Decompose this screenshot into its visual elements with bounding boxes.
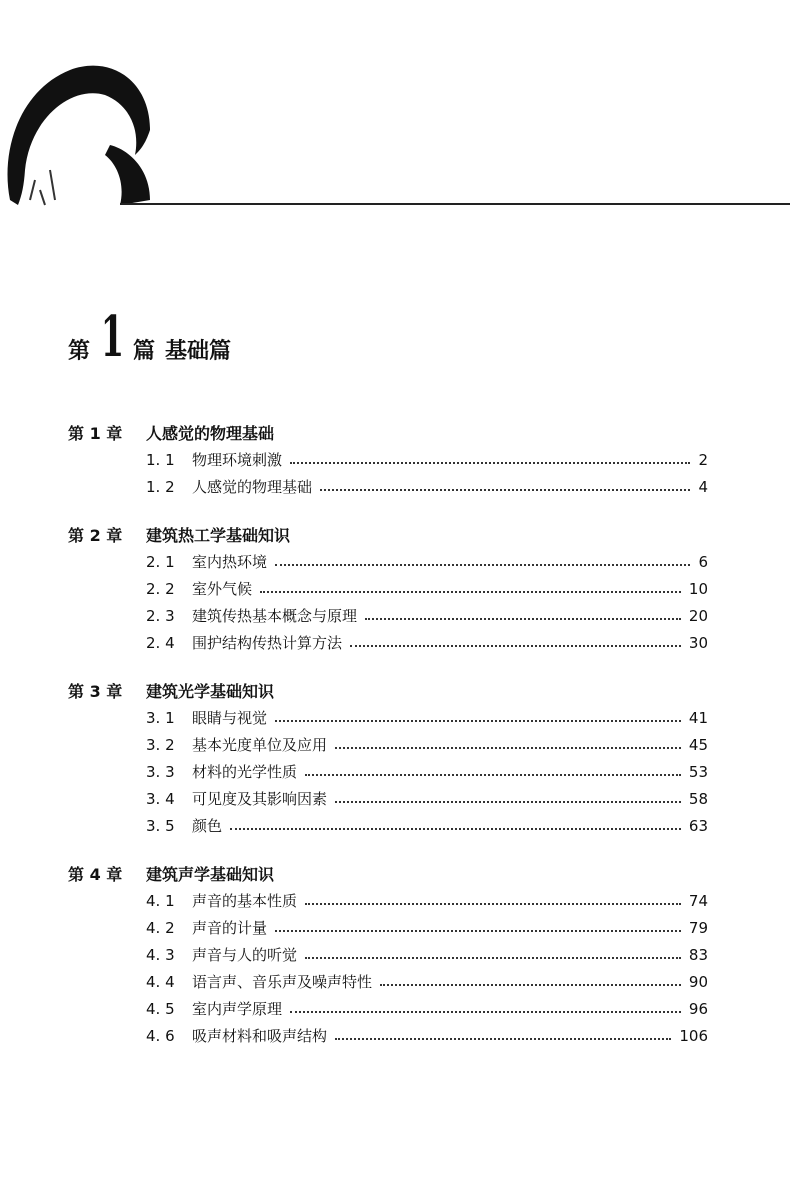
page-number: 74 — [688, 891, 708, 910]
chapter-title: 建筑声学基础知识 — [146, 864, 275, 884]
section-title: 语言声、音乐声及噪声特性 — [192, 973, 373, 991]
section-title: 人感觉的物理基础 — [192, 478, 313, 496]
page-number: 58 — [688, 789, 708, 808]
dot-leader — [335, 747, 681, 749]
section-title: 颜色 — [192, 817, 223, 835]
dot-leader — [305, 903, 681, 905]
toc-entry[interactable] — [68, 548, 708, 575]
section-title: 眼睛与视觉 — [192, 709, 268, 727]
chapter-heading[interactable] — [68, 418, 708, 446]
part-prefix: 第 — [68, 339, 91, 364]
part-suffix: 篇 — [132, 339, 155, 364]
toc-entry[interactable] — [68, 758, 708, 785]
section-number: 4. 2 — [146, 918, 175, 937]
chapter — [68, 418, 708, 500]
dot-leader — [305, 957, 681, 959]
toc-entry[interactable] — [68, 968, 708, 995]
section-number: 3. 5 — [146, 816, 175, 835]
page-number: 41 — [688, 708, 708, 727]
section-number: 2. 4 — [146, 633, 175, 652]
toc-entry[interactable] — [68, 575, 708, 602]
dot-leader — [365, 618, 681, 620]
toc-entry[interactable] — [68, 941, 708, 968]
section-number: 2. 1 — [146, 552, 175, 571]
toc-entry[interactable] — [68, 602, 708, 629]
toc-entry[interactable] — [68, 704, 708, 731]
dot-leader — [275, 720, 681, 722]
part-name: 基础篇 — [165, 339, 232, 364]
section-number: 3. 1 — [146, 708, 175, 727]
dot-leader — [305, 774, 681, 776]
chapter — [68, 676, 708, 839]
chapter-number: 第 1 章 — [68, 423, 123, 443]
page-number: 20 — [688, 606, 708, 625]
page-number: 63 — [688, 816, 708, 835]
toc-entry[interactable] — [68, 995, 708, 1022]
chapter-heading[interactable] — [68, 859, 708, 887]
toc-entry[interactable] — [68, 914, 708, 941]
section-title: 室内热环境 — [192, 553, 268, 571]
section-number: 1. 2 — [146, 477, 175, 496]
brush-stroke-ornament — [0, 50, 160, 210]
section-number: 1. 1 — [146, 450, 175, 469]
section-number: 3. 3 — [146, 762, 175, 781]
dot-leader — [260, 591, 681, 593]
chapter-title: 人感觉的物理基础 — [146, 423, 275, 443]
toc-entry[interactable] — [68, 785, 708, 812]
section-title: 围护结构传热计算方法 — [192, 634, 343, 652]
dot-leader — [350, 645, 681, 647]
section-title: 声音的计量 — [192, 919, 268, 937]
section-title: 可见度及其影响因素 — [192, 790, 328, 808]
chapter-title: 建筑热工学基础知识 — [146, 525, 291, 545]
section-number: 3. 2 — [146, 735, 175, 754]
header-rule — [120, 203, 790, 205]
section-number: 4. 6 — [146, 1026, 175, 1045]
section-title: 基本光度单位及应用 — [192, 736, 328, 754]
page-number: 79 — [688, 918, 708, 937]
section-number: 3. 4 — [146, 789, 175, 808]
table-of-contents — [68, 418, 708, 1069]
section-number: 4. 4 — [146, 972, 175, 991]
chapter — [68, 520, 708, 656]
part-title — [68, 304, 232, 370]
page-number: 90 — [688, 972, 708, 991]
toc-entry[interactable] — [68, 812, 708, 839]
section-number: 4. 1 — [146, 891, 175, 910]
toc-entry[interactable] — [68, 473, 708, 500]
section-title: 室内声学原理 — [192, 1000, 283, 1018]
page-number: 53 — [688, 762, 708, 781]
part-number: 1 — [100, 304, 125, 370]
toc-entry[interactable] — [68, 887, 708, 914]
page-number: 10 — [688, 579, 708, 598]
dot-leader — [290, 1011, 681, 1013]
section-number: 2. 3 — [146, 606, 175, 625]
toc-entry[interactable] — [68, 731, 708, 758]
toc-entry[interactable] — [68, 1022, 708, 1049]
page-number: 2 — [698, 450, 708, 469]
toc-entry[interactable] — [68, 446, 708, 473]
section-title: 物理环境刺激 — [192, 451, 283, 469]
page-number: 4 — [698, 477, 708, 496]
chapter — [68, 859, 708, 1049]
dot-leader — [275, 564, 690, 566]
toc-entry[interactable] — [68, 629, 708, 656]
dot-leader — [380, 984, 681, 986]
page-number: 45 — [688, 735, 708, 754]
chapter-number: 第 3 章 — [68, 681, 123, 701]
section-title: 材料的光学性质 — [192, 763, 298, 781]
section-title: 声音与人的听觉 — [192, 946, 298, 964]
dot-leader — [275, 930, 681, 932]
page-number: 106 — [679, 1026, 708, 1045]
chapter-heading[interactable] — [68, 676, 708, 704]
dot-leader — [335, 801, 681, 803]
page-number: 6 — [698, 552, 708, 571]
section-title: 室外气候 — [192, 580, 253, 598]
section-title: 建筑传热基本概念与原理 — [192, 607, 358, 625]
dot-leader — [320, 489, 690, 491]
dot-leader — [335, 1038, 671, 1040]
section-number: 4. 3 — [146, 945, 175, 964]
chapter-number: 第 2 章 — [68, 525, 123, 545]
page-number: 83 — [688, 945, 708, 964]
page-number: 30 — [688, 633, 708, 652]
section-number: 4. 5 — [146, 999, 175, 1018]
page-number: 96 — [688, 999, 708, 1018]
chapter-title: 建筑光学基础知识 — [146, 681, 275, 701]
dot-leader — [290, 462, 690, 464]
section-title: 吸声材料和吸声结构 — [192, 1027, 328, 1045]
chapter-number: 第 4 章 — [68, 864, 123, 884]
section-number: 2. 2 — [146, 579, 175, 598]
chapter-heading[interactable] — [68, 520, 708, 548]
section-title: 声音的基本性质 — [192, 892, 298, 910]
dot-leader — [230, 828, 681, 830]
